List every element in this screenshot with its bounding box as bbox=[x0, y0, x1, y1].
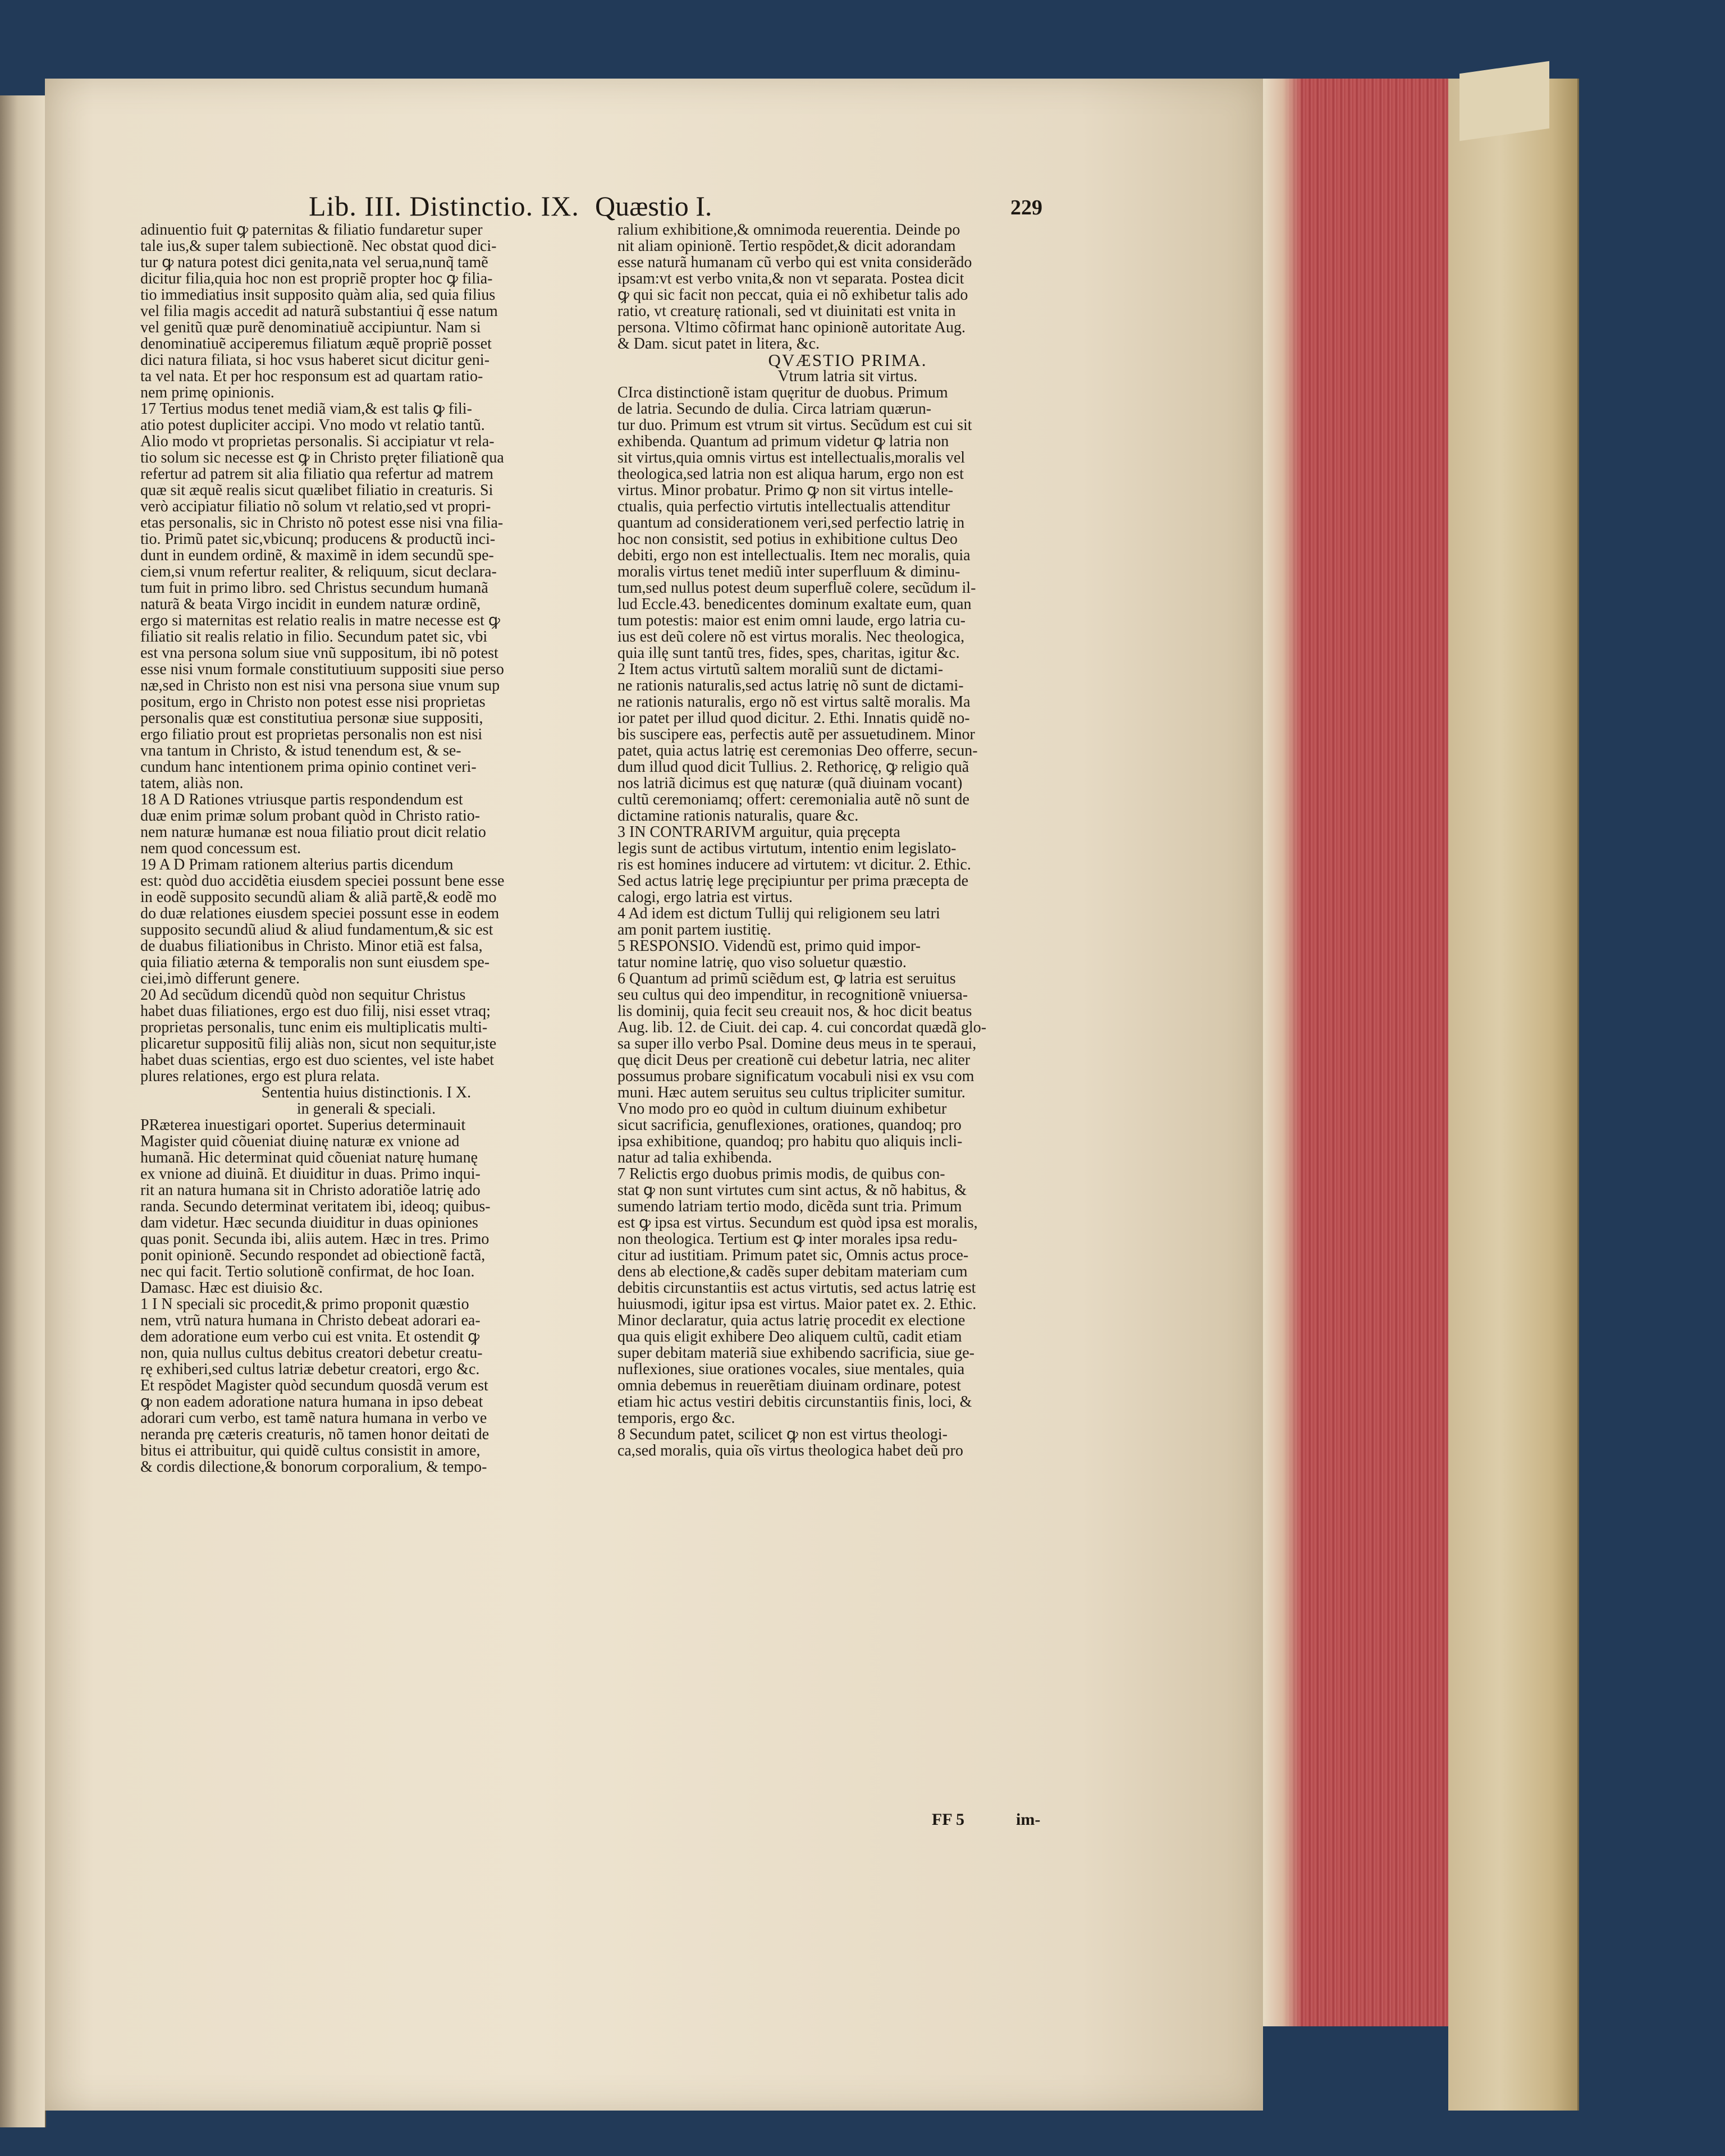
text-line: cultũ ceremoniamq; offert: ceremonialia autẽ nõ sunt de bbox=[617, 791, 969, 808]
text-line: tur duo. Primum est vtrum sit virtus. Secũdum est cui sit bbox=[617, 417, 972, 433]
text-line: ipsa exhibitione, quandoq; pro habitu quo aliquis incli- bbox=[617, 1133, 963, 1150]
text-line: tatem, aliàs non. bbox=[140, 775, 244, 791]
text-line: ralium exhibitione,& omnimoda reuerentia. Deinde po bbox=[617, 222, 960, 238]
text-line: adinuentio fuit ꝙ paternitas & filiatio fundaretur super bbox=[140, 222, 483, 238]
text-line: bis suscipere eas, perfectis autẽ per assuetudinem. Minor bbox=[617, 726, 975, 743]
text-line: ergo filiatio prout est proprietas personalis non est nisi bbox=[140, 726, 483, 743]
text-line: in eodẽ supposito secundũ aliam & aliã partẽ,& eodẽ mo bbox=[140, 889, 497, 905]
text-line: positum, ergo in Christo non potest esse nisi proprietas bbox=[140, 694, 486, 710]
text-line: ctualis, quia perfectio virtutis intellectualis attenditur bbox=[617, 498, 950, 515]
text-line: quas ponit. Secunda ibi, aliis autem. Hæc in tres. Primo bbox=[140, 1231, 489, 1247]
text-line: de latria. Secundo de dulia. Circa latriam quærun- bbox=[617, 401, 932, 417]
text-line: nem, vtrũ natura humana in Christo debeat adorari ea- bbox=[140, 1312, 481, 1329]
text-line: 7 Relictis ergo duobus primis modis, de quibus con- bbox=[617, 1166, 945, 1182]
text-line: tur ꝙ natura potest dici genita,nata vel serua,nunq̃ tamẽ bbox=[140, 254, 488, 271]
text-line: habet duas filiationes, ergo est duo filij, nisi esset vtraq; bbox=[140, 1003, 491, 1019]
text-line: stat ꝙ non sunt virtutes cum sint actus, & nõ habitus, & bbox=[617, 1182, 967, 1198]
text-line: calogi, ergo latria est virtus. bbox=[617, 889, 793, 905]
text-line: tio immediatius insit supposito quàm alia, sed quia filius bbox=[140, 287, 496, 303]
text-line: omnia debemus in reuerẽtiam diuinam ordinare, potest bbox=[617, 1377, 961, 1394]
text-line: quia illę sunt tantũ tres, fides, spes, charitas, igitur &c. bbox=[617, 645, 960, 661]
text-line: dam videtur. Hæc secunda diuiditur in duas opiniones bbox=[140, 1215, 478, 1231]
text-line: ciei,imò differunt genere. bbox=[140, 971, 300, 987]
facing-page-edge bbox=[0, 95, 46, 2127]
text-line: 17 Tertius modus tenet mediã viam,& est talis ꝙ fili- bbox=[140, 401, 472, 417]
text-line: sa super illo verbo Psal. Domine deus meus in te speraui, bbox=[617, 1036, 977, 1052]
text-line: debiti, ergo non est intellectualis. Item nec moralis, quia bbox=[617, 547, 971, 564]
folio-number: 229 bbox=[1010, 196, 1042, 219]
text-line: ex vnione ad diuinã. Et diuiditur in duas. Primo inqui- bbox=[140, 1166, 481, 1182]
text-line: 1 I N speciali sic procedit,& primo proponit quæstio bbox=[140, 1296, 469, 1312]
text-line: tatur nomine latrię, quo viso soluetur quæstio. bbox=[617, 954, 907, 971]
text-line: Et respõdet Magister quòd secundum quosdã verum est bbox=[140, 1377, 488, 1394]
text-line: huiusmodi, igitur ipsa est virtus. Maior patet ex. 2. Ethic. bbox=[617, 1296, 977, 1312]
text-line: Damasc. Hæc est diuisio &c. bbox=[140, 1280, 323, 1296]
text-line: dunt in eundem ordinẽ, & maximẽ in idem secundũ spe- bbox=[140, 547, 494, 564]
text-line: lis dominij, quia fecit seu creauit nos, & hoc dicit beatus bbox=[617, 1003, 972, 1019]
text-line: Vno modo pro eo quòd in cultum diuinum exhibetur bbox=[617, 1101, 947, 1117]
text-line: nos latriã dicimus est quę naturæ (quã diuinam vocant) bbox=[617, 775, 963, 791]
text-line: est ꝙ ipsa est virtus. Secundum est quòd ipsa est moralis, bbox=[617, 1215, 978, 1231]
text-line: atio potest dupliciter accipi. Vno modo vt relatio tantũ. bbox=[140, 417, 485, 433]
text-line: tum,sed nullus potest deum superfluẽ colere, secũdum il- bbox=[617, 580, 976, 596]
text-line: randa. Secundo determinat veritatem ibi, ideoq; quibus- bbox=[140, 1198, 491, 1215]
text-line: 6 Quantum ad primũ sciẽdum est, ꝙ latria est seruitus bbox=[617, 971, 956, 987]
text-line: ergo si maternitas est relatio realis in matre necesse est ꝙ bbox=[140, 612, 500, 629]
text-line: tio solum sic necesse est ꝙ in Christo pręter filiationẽ qua bbox=[140, 450, 504, 466]
text-line: exhibenda. Quantum ad primum videtur ꝙ latria non bbox=[617, 433, 949, 450]
text-line: 19 A D Primam rationem alterius partis dicendum bbox=[140, 857, 454, 873]
text-line: esse naturã humanam cũ verbo qui est vnita considerãdo bbox=[617, 254, 972, 271]
text-line: habet duas scientias, ergo est duo scientes, vel iste habet bbox=[140, 1052, 495, 1068]
text-line: in generali & speciali. bbox=[296, 1101, 436, 1117]
text-line: do duæ relationes eiusdem speciei possunt esse in eodem bbox=[140, 905, 500, 922]
text-line: dici natura filiata, si hoc vsus haberet sicut dicitur geni- bbox=[140, 352, 490, 368]
text-line: tio. Primũ patet sic,vbicunq; producens & productũ inci- bbox=[140, 531, 496, 547]
text-line: quæ sit æquẽ realis sicut quælibet filiatio in creaturis. Si bbox=[140, 482, 493, 498]
text-line: ius est deũ colere nõ est virtus moralis. Nec theologica, bbox=[617, 629, 965, 645]
page-edge-shadow bbox=[1263, 79, 1302, 2026]
text-line: lud Eccle.43. benedicentes dominum exaltate eum, quan bbox=[617, 596, 972, 612]
text-line: 8 Secundum patet, scilicet ꝙ non est virtus theologi- bbox=[617, 1426, 948, 1443]
text-line: rit an natura humana sit in Christo adoratiõe latrię ado bbox=[140, 1182, 481, 1198]
text-line: ne rationis naturalis,sed actus latrię nõ sunt de dictami- bbox=[617, 678, 964, 694]
text-line: est: quòd duo accidẽtia eiusdem speciei possunt bene esse bbox=[140, 873, 505, 889]
right-text-column bbox=[617, 222, 1078, 1459]
text-line: rę exhiberi,sed cultus latriæ debetur creatori, ergo &c. bbox=[140, 1361, 480, 1377]
text-line: 20 Ad secũdum dicendũ quòd non sequitur Christus bbox=[140, 987, 466, 1003]
text-line: ta vel nata. Et per hoc responsum est ad quartam ratio- bbox=[140, 368, 483, 384]
text-line: ciem,si vnum refertur realiter, & reliquum, sicut declara- bbox=[140, 564, 497, 580]
text-line: natur ad talia exhibenda. bbox=[617, 1150, 772, 1166]
cover-flap bbox=[1459, 61, 1549, 141]
text-line: possumus probare significatum vocabuli nisi ex vsu com bbox=[617, 1068, 974, 1084]
text-line: PRæterea inuestigari oportet. Superius determinauit bbox=[140, 1117, 466, 1133]
text-line: 3 IN CONTRARIVM arguitur, quia pręcepta bbox=[617, 824, 900, 840]
text-line: quantum ad considerationem veri,sed perfectio latrię in bbox=[617, 515, 965, 531]
text-line: etas personalis, sic in Christo nõ potest esse nisi vna filia- bbox=[140, 515, 504, 531]
text-line: ris est homines inducere ad virtutem: vt dicitur. 2. Ethic. bbox=[617, 857, 971, 873]
text-line: cundum hanc intentionem prima opinio continet veri- bbox=[140, 759, 477, 775]
signature-mark: FF 5 bbox=[932, 1810, 965, 1829]
text-line: neranda prę cæteris creaturis, nõ tamen honor deitati de bbox=[140, 1426, 489, 1443]
quaestio-heading: Quæstio I. bbox=[595, 190, 712, 222]
text-line: humanã. Hic determinat quid cõueniat naturę humanę bbox=[140, 1150, 478, 1166]
text-line: 5 RESPONSIO. Videndũ est, primo quid impor- bbox=[617, 938, 921, 954]
text-line: non, quia nullus cultus debitus creatori debetur creatu- bbox=[140, 1345, 483, 1361]
text-line: QVÆSTIO PRIMA. bbox=[768, 352, 927, 368]
text-line: ponit opinionẽ. Secundo respondet ad obiectionẽ factã, bbox=[140, 1247, 486, 1264]
text-line: vel filia magis accedit ad naturã substantiui q̃ esse natum bbox=[140, 303, 498, 319]
text-line: plures relationes, ergo est plura relata. bbox=[140, 1068, 380, 1084]
text-line: supposito secundũ aliud & aliud fundamentum,& sic est bbox=[140, 922, 493, 938]
text-line: sumendo latriam tertio modo, dicẽda sunt tria. Primum bbox=[617, 1198, 962, 1215]
text-line: ior patet per illud quod dicitur. 2. Ethi. Innatis quidẽ no- bbox=[617, 710, 970, 726]
text-line: virtus. Minor probatur. Primo ꝙ non sit virtus intelle- bbox=[617, 482, 954, 498]
text-line: Minor declaratur, quia actus latrię procedit ex electione bbox=[617, 1312, 966, 1329]
text-line: legis sunt de actibus virtutum, intentio enim legislato- bbox=[617, 840, 957, 857]
text-line: ca,sed moralis, quia oĩs virtus theologica habet deũ pro bbox=[617, 1443, 963, 1459]
text-line: nit aliam opinionẽ. Tertio respõdet,& dicit adorandam bbox=[617, 238, 956, 254]
text-line: quę dicit Deus per creationẽ cui debetur latria, nec aliter bbox=[617, 1052, 971, 1068]
text-line: patet, quia actus latrię est ceremonias Deo offerre, secun- bbox=[617, 743, 978, 759]
text-line: non theologica. Tertium est ꝙ inter morales ipsa redu- bbox=[617, 1231, 958, 1247]
text-line: Vtrum latria sit virtus. bbox=[777, 368, 918, 384]
text-line: nuflexiones, siue orationes vocales, siue mentales, quia bbox=[617, 1361, 965, 1377]
running-title: Lib. III. Distinctio. IX. bbox=[309, 190, 579, 222]
text-line: vel genitũ quæ purẽ denominatiuẽ accipiuntur. Nam si bbox=[140, 319, 481, 336]
text-line: Aug. lib. 12. de Ciuit. dei cap. 4. cui concordat quædã glo- bbox=[617, 1019, 987, 1036]
text-line: dens ab electione,& cadẽs super debitam materiam cum bbox=[617, 1264, 968, 1280]
text-line: seu cultus qui deo impenditur, in recognitionẽ vniuersa- bbox=[617, 987, 968, 1003]
text-line: quia filiatio æterna & temporalis non sunt eiusdem spe- bbox=[140, 954, 490, 971]
text-line: refertur ad patrem sit alia filiatio qua refertur ad matrem bbox=[140, 466, 493, 482]
text-line: duæ enim primæ solum probant quòd in Christo ratio- bbox=[140, 808, 481, 824]
text-line: Magister quid cõueniat diuinę naturæ ex vnione ad bbox=[140, 1133, 460, 1150]
text-line: bitus ei attribuitur, qui quidẽ cultus consistit in amore, bbox=[140, 1443, 481, 1459]
text-line: theologica,sed latria non est aliqua harum, ergo non est bbox=[617, 466, 964, 482]
text-line: debitis circunstantiis est actus virtutis, sed actus latrię est bbox=[617, 1280, 976, 1296]
text-line: moralis virtus tenet mediũ inter superfluum & diminu- bbox=[617, 564, 960, 580]
text-line: ratio, vt creaturę rationali, sed vt diuinitati est vnita in bbox=[617, 303, 956, 319]
text-line: ne rationis naturalis, ergo nõ est virtus saltẽ moralis. Ma bbox=[617, 694, 971, 710]
text-line: plicaretur suppositũ filij aliàs non, sicut non sequitur,iste bbox=[140, 1036, 497, 1052]
text-line: & cordis dilectione,& bonorum corporalium, & tempo- bbox=[140, 1459, 487, 1475]
text-line: proprietas personalis, tunc enim eis multiplicatis multi- bbox=[140, 1019, 488, 1036]
text-line: nem naturæ humanæ est noua filiatio prout dicit relatio bbox=[140, 824, 486, 840]
text-line: ꝙ qui sic facit non peccat, quia ei nõ exhibetur talis ado bbox=[617, 287, 968, 303]
text-line: dictamine rationis naturalis, quare &c. bbox=[617, 808, 859, 824]
text-line: 2 Item actus virtutũ saltem moraliũ sunt de dictami- bbox=[617, 661, 944, 678]
catchline bbox=[932, 1810, 1089, 1833]
catchword: im- bbox=[1016, 1810, 1041, 1829]
text-line: CIrca distinctionẽ istam quęritur de duobus. Primum bbox=[617, 384, 948, 401]
text-line: dum illud quod dicit Tullius. 2. Rethoricę, ꝙ religio quã bbox=[617, 759, 969, 775]
text-line: nem quod concessum est. bbox=[140, 840, 301, 857]
text-line: tum fuit in primo libro. sed Christus secundum humanã bbox=[140, 580, 488, 596]
text-line: hoc non consistit, sed potius in exhibitione cultus Deo bbox=[617, 531, 958, 547]
vellum-cover bbox=[1448, 79, 1579, 2111]
text-line: vna tantum in Christo, & istud tenendum est, & se- bbox=[140, 743, 461, 759]
text-line: sit virtus,quia omnis virtus est intellectualis,moralis vel bbox=[617, 450, 966, 466]
text-line: ipsam:vt est verbo vnita,& non vt separata. Postea dicit bbox=[617, 271, 964, 287]
text-line: est vna persona solum siue vnũ suppositum, ibi nõ potest bbox=[140, 645, 498, 661]
text-line: personalis quæ est constitutiua personæ siue suppositi, bbox=[140, 710, 483, 726]
text-line: am ponit partem iustitię. bbox=[617, 922, 771, 938]
text-line: citur ad iustitiam. Primum patet sic, Omnis actus proce- bbox=[617, 1247, 969, 1264]
text-line: næ,sed in Christo non est nisi vna persona siue vnum sup bbox=[140, 678, 500, 694]
text-line: naturã & beata Virgo incidit in eundem naturæ ordinẽ, bbox=[140, 596, 481, 612]
text-line: tale ius,& super talem subiectionẽ. Nec obstat quod dici- bbox=[140, 238, 497, 254]
text-line: dem adoratione eum verbo cui est vnita. Et ostendit ꝙ bbox=[140, 1329, 480, 1345]
text-line: de duabus filiationibus in Christo. Minor etiã est falsa, bbox=[140, 938, 483, 954]
text-line: 4 Ad idem est dictum Tullij qui religionem seu latri bbox=[617, 905, 940, 922]
text-line: tum potestis: maior est enim omni laude, ergo latria cu- bbox=[617, 612, 966, 629]
text-line: nec qui facit. Tertio solutionẽ confirmat, de hoc Ioan. bbox=[140, 1264, 475, 1280]
text-line: Sed actus latrię lege pręcipiuntur per prima præcepta de bbox=[617, 873, 969, 889]
text-line: nem primę opinionis. bbox=[140, 384, 274, 401]
text-line: persona. Vltimo cõfirmat hanc opinionẽ autoritate Aug. bbox=[617, 319, 966, 336]
text-line: adorari cum verbo, est tamẽ natura humana in verbo ve bbox=[140, 1410, 487, 1426]
left-text-column bbox=[140, 222, 592, 1475]
text-line: dicitur filia,quia hoc non est propriẽ propter hoc ꝙ filia- bbox=[140, 271, 493, 287]
text-line: temporis, ergo &c. bbox=[617, 1410, 735, 1426]
text-line: Alio modo vt proprietas personalis. Si accipiatur vt rela- bbox=[140, 433, 495, 450]
text-line: super debitam materiã siue exhibendo sacrificia, siue ge- bbox=[617, 1345, 974, 1361]
text-line: ꝙ non eadem adoratione natura humana in ipso debeat bbox=[140, 1394, 483, 1410]
text-line: etiam hic actus vestiri debitis circunstantiis finis, loci, & bbox=[617, 1394, 972, 1410]
text-line: filiatio sit realis relatio in filio. Secundum patet sic, vbi bbox=[140, 629, 488, 645]
text-line: denominatiuẽ acciperemus filiatum æquẽ propriẽ posset bbox=[140, 336, 492, 352]
text-line: verò accipiatur filiatio nõ solum vt relatio,sed vt propri- bbox=[140, 498, 491, 515]
text-line: esse nisi vnum formale constitutiuum suppositi siue perso bbox=[140, 661, 504, 678]
text-line: 18 A D Rationes vtriusque partis respondendum est bbox=[140, 791, 463, 808]
text-line: muni. Hæc autem seruitus seu cultus tripliciter sumitur. bbox=[617, 1084, 966, 1101]
text-line: & Dam. sicut patet in litera, &c. bbox=[617, 336, 820, 352]
text-line: qua quis eligit exhibere Deo aliquem cultũ, cadit etiam bbox=[617, 1329, 962, 1345]
text-line: Sententia huius distinctionis. I X. bbox=[261, 1084, 472, 1101]
text-line: sicut sacrificia, genuflexiones, orationes, quandoq; pro bbox=[617, 1117, 962, 1133]
